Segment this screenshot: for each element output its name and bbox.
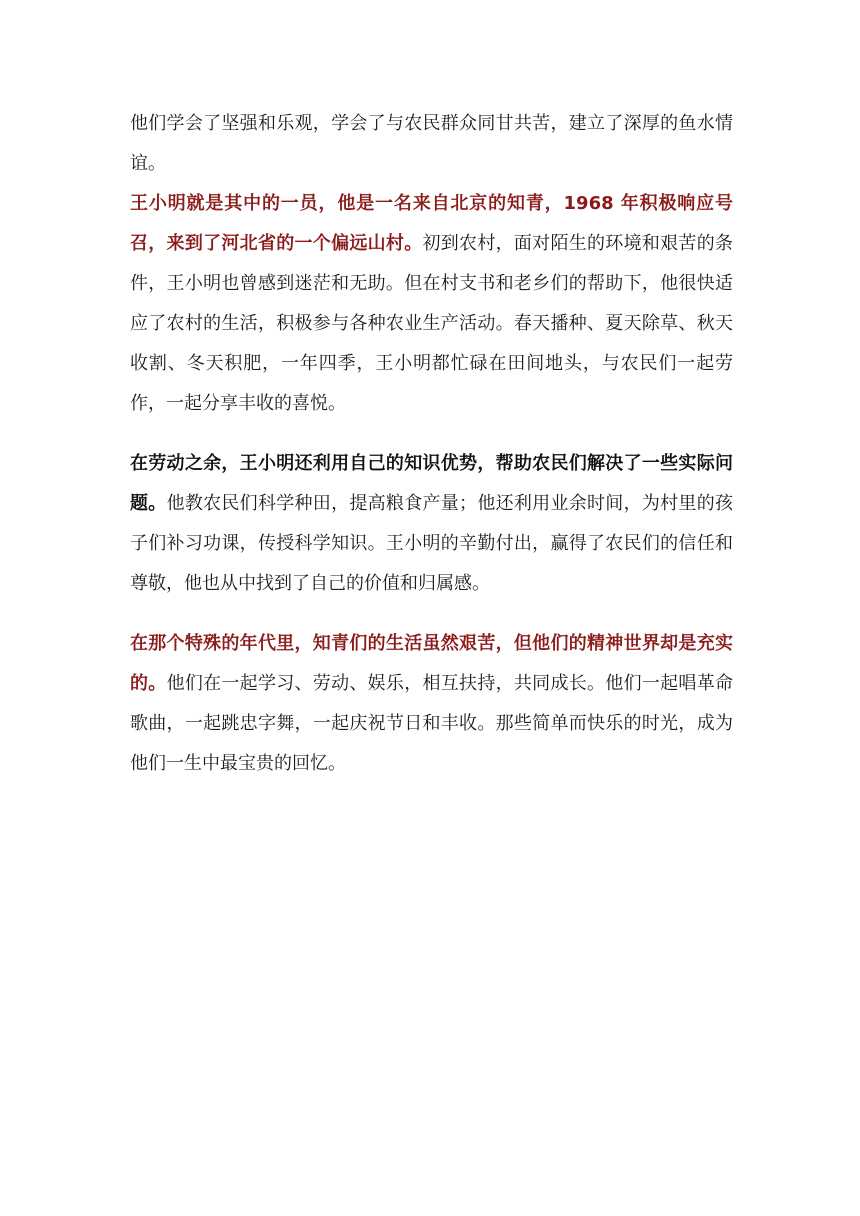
paragraph-4 bbox=[130, 624, 733, 784]
paragraph-2-text: 初到农村，面对陌生的环境和艰苦的条件，王小明也曾感到迷茫和无助。但在村支书和老乡们的帮助下，他很快适应了农村的生活，积极参与各种农业生产活动。春天播种、夏天除草、秋天收割、冬天积肥，一年四季，王小明都忙碌在田间地头，与农民们一起劳作，一起分享丰收的喜悦。 bbox=[130, 233, 733, 414]
paragraph-2-highlight: 王小明就是其中的一员，他是一名来自北京的知青，1968 年积极响应号召，来到了河北省的一个偏远山村。 bbox=[130, 193, 733, 254]
paragraph-2 bbox=[130, 184, 733, 424]
paragraph-3-highlight: 在劳动之余，王小明还利用自己的知识优势，帮助农民们解决了一些实际问题。 bbox=[130, 453, 733, 514]
paragraph-1-text: 他们学会了坚强和乐观，学会了与农民群众同甘共苦，建立了深厚的鱼水情谊。 bbox=[130, 113, 733, 174]
paragraph-3-text: 他教农民们科学种田，提高粮食产量；他还利用业余时间，为村里的孩子们补习功课，传授科学知识。王小明的辛勤付出，赢得了农民们的信任和尊敬，他也从中找到了自己的价值和归属感。 bbox=[130, 493, 733, 594]
paragraph-3 bbox=[130, 444, 733, 604]
paragraph-1 bbox=[130, 104, 733, 184]
paragraph-4-text: 他们在一起学习、劳动、娱乐，相互扶持，共同成长。他们一起唱革命歌曲，一起跳忠字舞，一起庆祝节日和丰收。那些简单而快乐的时光，成为他们一生中最宝贵的回忆。 bbox=[130, 673, 733, 774]
paragraph-4-highlight: 在那个特殊的年代里，知青们的生活虽然艰苦，但他们的精神世界却是充实的。 bbox=[130, 633, 733, 694]
document-body bbox=[130, 104, 733, 784]
